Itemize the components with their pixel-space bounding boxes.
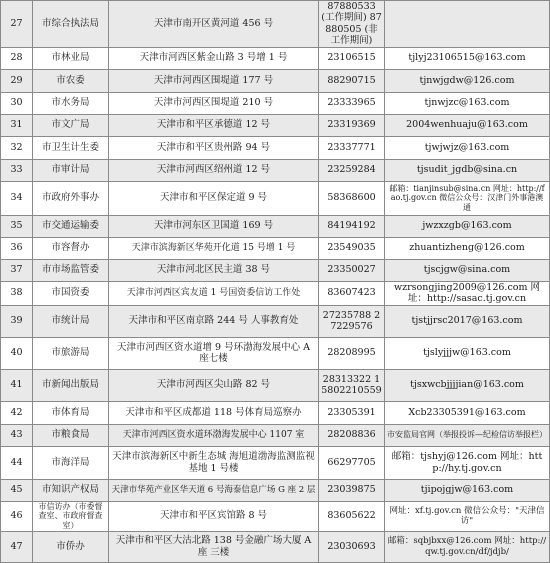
department-name: 市旅游局 <box>33 337 109 369</box>
row-number: 29 <box>1 69 33 92</box>
table-row <box>1 369 550 401</box>
department-name: 市容督办 <box>33 237 109 259</box>
department-name: 市统计局 <box>33 305 109 337</box>
address-cell: 天津市河西区围堤道 210 号 <box>109 92 319 114</box>
contact-cell: 邮箱：tjshyj@126.com 网址：http://hy.tj.gov.cn <box>385 446 550 479</box>
contact-cell: tjscjgw@sina.com <box>385 259 550 281</box>
table-row <box>1 136 550 159</box>
address-cell: 天津市河西区资水道环渤海发展中心 1107 室 <box>109 424 319 446</box>
phone-cell: 88290715 <box>319 69 385 92</box>
row-number: 43 <box>1 424 33 446</box>
department-name: 市海洋局 <box>33 446 109 479</box>
contact-cell: Xcb23305391@163.com <box>385 401 550 424</box>
address-cell: 天津市南开区黄河道 456 号 <box>109 1 319 48</box>
contact-cell: 市安监局官网（举报投诉—纪检信访举报栏） <box>385 424 550 446</box>
row-number: 41 <box>1 369 33 401</box>
contact-cell <box>385 1 550 48</box>
contact-cell: tjsxwcbjjjjian@163.com <box>385 369 550 401</box>
contact-cell: jwzxzgb@163.com <box>385 215 550 237</box>
phone-cell: 23549035 <box>319 237 385 259</box>
address-cell: 天津市和平区保定道 9 号 <box>109 181 319 215</box>
contact-cell: tjsudit_jgdb@sina.cn <box>385 159 550 181</box>
phone-cell: 23106515 <box>319 47 385 69</box>
row-number: 38 <box>1 281 33 305</box>
phone-cell: 58368600 <box>319 181 385 215</box>
department-name: 市侨办 <box>33 531 109 562</box>
phone-cell: 83605622 <box>319 501 385 531</box>
address-cell: 天津市河西区围堤道 177 号 <box>109 69 319 92</box>
contact-cell: wzrsongjing2009@126.com 网址：http://sasac.tj.gov.cn <box>385 281 550 305</box>
row-number: 27 <box>1 1 33 48</box>
department-name: 市卫生计生委 <box>33 136 109 159</box>
phone-cell: 66297705 <box>319 446 385 479</box>
table-row <box>1 424 550 446</box>
table-row <box>1 531 550 562</box>
phone-cell: 23337771 <box>319 136 385 159</box>
address-cell: 天津市河西区资水道增 9 号环渤海发展中心 A 座七楼 <box>109 337 319 369</box>
table-row <box>1 215 550 237</box>
table-row <box>1 69 550 92</box>
table-row <box>1 305 550 337</box>
contact-cell: tjnwjgdw@126.com <box>385 69 550 92</box>
phone-cell: 28208995 <box>319 337 385 369</box>
department-name: 市综合执法局 <box>33 1 109 48</box>
row-number: 36 <box>1 237 33 259</box>
table-row <box>1 159 550 181</box>
contact-cell: tjlyj23106515@163.com <box>385 47 550 69</box>
contact-cell: tjnwjzc@163.com <box>385 92 550 114</box>
table-row <box>1 337 550 369</box>
contact-cell: tjipojgjw@163.com <box>385 479 550 501</box>
phone-cell: 23030693 <box>319 531 385 562</box>
department-name: 市粮食局 <box>33 424 109 446</box>
department-name: 市文广局 <box>33 114 109 136</box>
table-row <box>1 114 550 136</box>
contact-cell: 2004wenhuaju@163.com <box>385 114 550 136</box>
contact-cell: tjwjwjz@163.com <box>385 136 550 159</box>
row-number: 37 <box>1 259 33 281</box>
phone-cell: 23305391 <box>319 401 385 424</box>
department-name: 市水务局 <box>33 92 109 114</box>
table-row <box>1 259 550 281</box>
contact-cell: zhuantizheng@126.com <box>385 237 550 259</box>
table-row <box>1 1 550 48</box>
address-cell: 天津市滨海新区中新生态城 海旭道渤海监测监视基地 1 号楼 <box>109 446 319 479</box>
address-cell: 天津市滨海新区华苑开化道 15 号增 1 号 <box>109 237 319 259</box>
row-number: 30 <box>1 92 33 114</box>
department-name: 市交通运输委 <box>33 215 109 237</box>
row-number: 42 <box>1 401 33 424</box>
address-cell: 天津市河北区民主道 38 号 <box>109 259 319 281</box>
table-row <box>1 92 550 114</box>
department-name: 市体育局 <box>33 401 109 424</box>
department-name: 市信访办（市委督查室、市政府督查室） <box>33 501 109 531</box>
phone-cell: 27235788 27229576 <box>319 305 385 337</box>
phone-cell: 28208836 <box>319 424 385 446</box>
row-number: 33 <box>1 159 33 181</box>
phone-cell: 23333965 <box>319 92 385 114</box>
contact-cell: 邮箱：tianjinsub@sina.cn 网址：http://fao.tj.gov.cn 微信公众号：汉津门外事港澳通 <box>385 181 550 215</box>
phone-cell: 83607423 <box>319 281 385 305</box>
row-number: 34 <box>1 181 33 215</box>
department-name: 市林业局 <box>33 47 109 69</box>
address-cell: 天津市华苑产业区华天道 6 号海泰信息广场 G 座 2 层 <box>109 479 319 501</box>
address-cell: 天津市河西区尖山路 82 号 <box>109 369 319 401</box>
phone-cell: 84194192 <box>319 215 385 237</box>
table-row <box>1 281 550 305</box>
phone-cell: 23259284 <box>319 159 385 181</box>
department-name: 市新闻出版局 <box>33 369 109 401</box>
table-row <box>1 237 550 259</box>
phone-cell: 23039875 <box>319 479 385 501</box>
address-cell: 天津市和平区宾馆路 8 号 <box>109 501 319 531</box>
table-row <box>1 401 550 424</box>
phone-cell: 23319369 <box>319 114 385 136</box>
phone-cell: 28313322 15802210559 <box>319 369 385 401</box>
row-number: 32 <box>1 136 33 159</box>
address-cell: 天津市和平区大沽北路 138 号金融广场大厦 A 座 三楼 <box>109 531 319 562</box>
phone-cell: 23350027 <box>319 259 385 281</box>
address-cell: 天津市和平区南京路 244 号 人事教育处 <box>109 305 319 337</box>
department-name: 市知识产权局 <box>33 479 109 501</box>
table-row <box>1 479 550 501</box>
address-cell: 天津市河东区卫国道 169 号 <box>109 215 319 237</box>
contact-cell: tjslyjjjw@163.com <box>385 337 550 369</box>
row-number: 45 <box>1 479 33 501</box>
row-number: 39 <box>1 305 33 337</box>
address-cell: 天津市河西区绍州道 12 号 <box>109 159 319 181</box>
department-name: 市市场监管委 <box>33 259 109 281</box>
row-number: 35 <box>1 215 33 237</box>
table-row <box>1 446 550 479</box>
phone-cell: 87880533(工作期间) 87880505 (非工作期间) <box>319 1 385 48</box>
department-name: 市审计局 <box>33 159 109 181</box>
table-row <box>1 181 550 215</box>
table-row <box>1 501 550 531</box>
department-name: 市政府外事办 <box>33 181 109 215</box>
row-number: 40 <box>1 337 33 369</box>
contact-cell: 邮箱：sqbjbxx@126.com 网址：http://qw.tj.gov.cn/df/jdjb/ <box>385 531 550 562</box>
address-cell: 天津市和平区成都道 118 号体育局巡察办 <box>109 401 319 424</box>
row-number: 46 <box>1 501 33 531</box>
department-name: 市国资委 <box>33 281 109 305</box>
row-number: 31 <box>1 114 33 136</box>
contact-cell: 网址：xf.tj.gov.cn 微信公众号："天津信访" <box>385 501 550 531</box>
address-cell: 天津市河西区宾友道 1 号国资委信访工作处 <box>109 281 319 305</box>
row-number: 47 <box>1 531 33 562</box>
department-name: 市农委 <box>33 69 109 92</box>
row-number: 28 <box>1 47 33 69</box>
contact-cell: tjstjjrsc2017@163.com <box>385 305 550 337</box>
row-number: 44 <box>1 446 33 479</box>
table-row <box>1 47 550 69</box>
address-cell: 天津市和平区承德道 12 号 <box>109 114 319 136</box>
address-cell: 天津市河西区紫金山路 3 号增 1 号 <box>109 47 319 69</box>
address-cell: 天津市和平区贵州路 94 号 <box>109 136 319 159</box>
